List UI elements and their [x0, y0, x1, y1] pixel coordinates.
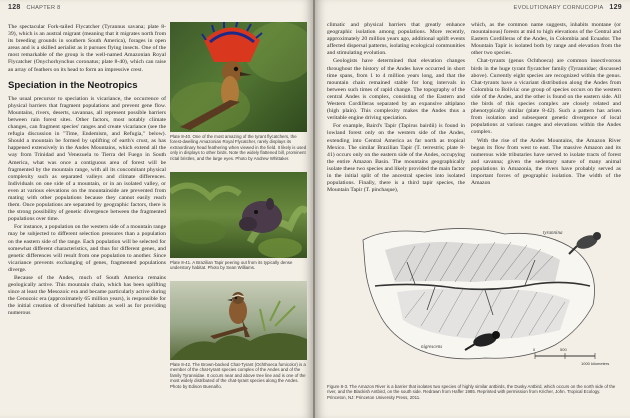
- left-text-column: [8, 24, 166, 319]
- south-america-map-illustration: [355, 220, 623, 370]
- right-text-column-2: [471, 22, 621, 188]
- plate-8-41-caption: Plate 8-41. A Brazilian Tapir peering out from its typically dense understory habitat. Photo by Sean Williams.: [170, 260, 293, 271]
- plate-royal-flycatcher-photo: [170, 22, 307, 132]
- body-paragraph: Geologists have determined that elevation changes throughout the history of the Andes have occurred in short time spans, from 1 to 4 million years long, and that the mountain chain remained stable for long intervals in between such times of rapid change. The topography of the central Andes is complex, consisting of the Eastern and Western Cordilleras separated by an expansive altiplano (high plain). This complexity makes the Andes thus a veritable engine driving speciation.: [327, 58, 465, 122]
- map-label-tyrannina: tyrannina: [543, 231, 563, 236]
- amazon-antbird-range-map: [355, 220, 623, 370]
- right-page-number: 129: [609, 4, 622, 11]
- body-paragraph: Chat-tyrants (genus Ochthoeca) are common insectivorous birds in the huge tyrant flycatcher family (Tyrannidae; discussed above). Currently eight species are recognized within the genus. Chat-tyrants have a vicariant distribution along the Andes from Colombia to Bolivia: one group of species occurs on the western side of the Andes, and the other is found on the eastern side. All the birds of this species complex are closely related and phenotypically similar (plate 8-42). Such a pattern has arisen from isolation and subsequent genetic divergence of local populations at various ranges and elevations within the Andes complex.: [471, 58, 621, 136]
- figure-8-3-caption: Figure 8-3. The Amazon River is a barrier that isolates two species of highly similar antbirds, the Dusky Antbird, which occurs on the north side of the river, and the Blackish Antbird, on the south side. Redrawn from Haffer 1985. Reprinted with permission from Kricher, John. Tropical Ecology. Princeton, NJ: Princeton University Press, 2011.: [327, 384, 616, 400]
- royal-flycatcher-illustration: [170, 22, 307, 132]
- section-title: Speciation in the Neotropics: [8, 79, 138, 91]
- left-running-head: [8, 4, 61, 11]
- scale-label-0: 0: [533, 347, 536, 352]
- chapter-label: CHAPTER 8: [26, 5, 61, 11]
- tapir-illustration: [170, 172, 307, 258]
- left-page: [0, 0, 313, 418]
- intro-paragraph: The spectacular Fork-tailed Flycatcher (Tyrannus savana; plate 8-39), which is an austral migrant (meaning that it migrates north from its breeding grounds in southern South America), forages in open areas and is a skilled aerialist as it pursues flying insects. One of the most remarkable of the group is the well-named Amazonian Royal Flycatcher (Onychorhynchus coronatus; plate 8-40), which can raise an array of feathers on its head to form an impressive crest.: [8, 24, 166, 73]
- body-paragraph: For instance, a population on the western side of a mountain range may be subjected to different selection pressures than a population on the eastern side of the range. Each population will be selected for somewhat different characteristics, and thus for different genes, and genetic differences will result from one population to another. Since vicariance prevents exchanging of genes, fragmented populations diverge.: [8, 224, 166, 273]
- body-paragraph: Because of the Andes, much of South America remains geologically active. This mountain chain, which has been uplifting since at least the Mesozoic era and became particularly active during the Cenozoic era (approximately 65 million years), is responsible for the initial creation of diversified habitats as well as for providing numerous: [8, 275, 166, 317]
- left-page-number: 128: [8, 4, 21, 11]
- running-head-title: EVOLUTIONARY CORNUCOPIA: [513, 5, 604, 11]
- body-paragraph: For example, Baird's Tapir (Tapirus bairdii) is found in lowland forest only on the western side of the Andes, extending into Central America as far north as tropical Mexico. The similar Brazilian Tapir (T. terrestris; plate 8-41) occurs only on the eastern side of the Andes, occupying the entire Amazon Basin. The mountains geographically isolate these two species and likely provided the main factor in the initial split of the ancestral species into isolated populations. Finally, there is a third tapir species, the Mountain Tapir (T. pinchaque),: [327, 123, 465, 194]
- right-running-head: [514, 4, 622, 11]
- chat-tyrant-illustration: [170, 281, 307, 360]
- map-label-nigrescens: nigrescens: [421, 345, 443, 350]
- right-text-column-1: [327, 22, 465, 195]
- body-paragraph: The usual precursor to speciation is vicariance, the occurrence of physical barriers that fragment populations and prevent gene flow. Mountains, rivers, deserts, savannas, all represent possible barriers between rain forest sites. Other factors, most notably climate changes, can fragment species' ranges and create vicariance (see the refugia discussion in "Time, Endemism, and Refugia," below). Should a mountain be formed by uplifting of earth's crust, as has happened extensively in the Andes Mountains, which extend all the way from Trinidad and Venezuela to Tierra del Fuego in South America, what was once a contiguous area of forest will be fragmented by the mountain range, with all its concomitant physical complexity such as separated valleys and climate differences. Individuals on one side of a mountain, or in an isolated valley, or even at various elevations on the mountainside are prevented from mating with other populations because they cannot easily reach them. Once populations are separated by geographic factors, there is the strong possibility of genetic divergence between the fragmented populations over time.: [8, 95, 166, 223]
- scale-label-1000-km: 1000 kilometers: [581, 361, 610, 366]
- body-paragraph: climatic and physical barriers that greatly enhance geographic isolation among populations. More recently, approximately 20 million years ago, additional uplift events affected dispersal patterns, isolating ecological communities and stimulating evolution.: [327, 22, 465, 57]
- right-page: [315, 0, 630, 418]
- body-paragraph: which, as the common name suggests, inhabits montane (or mountainous) forests at mid to high elevations of the Central and Eastern Cordilleras of the Andes, in Colombia and Ecuador. The Mountain Tapir is isolated both by range and elevation from the other two species.: [471, 22, 621, 57]
- scale-label-500: 500: [560, 347, 567, 352]
- plate-8-40-caption: Plate 8-40. One of the most amazing of the tyrant flycatchers, the forest-dwelling Amazonian Royal Flycatcher, rarely displays its extraordinary head feathering when viewed in the field. It likely is used only in displays to other birds. Note the widely flattened bill, prominent rictal bristles, and the large eyes. Photo by Andrew Whittaker.: [170, 134, 307, 161]
- plate-tapir-photo: [170, 172, 307, 258]
- plate-chat-tyrant-photo: [170, 281, 307, 360]
- plate-8-42-caption: Plate 8-42. The Brown-backed Chat-Tyrant (Ochthoeca fumicolor) is a member of the chat-tyrant species complex of the Andes and of the family Tyrannidae. It occurs near and above tree line and is one of the most widely distributed of the chat-tyrant species along the Andes. Photo by Edison Buenaño.: [170, 362, 306, 389]
- body-paragraph: With the rise of the Andes Mountains, the Amazon River began its flow from west to east. The massive Amazon and its numerous wide tributaries have served to isolate tracts of forest and savanna; given the sedentary nature of many animal populations in Amazonia, the rivers have probably served as important forces of geographic isolation. The width of the Amazon: [471, 137, 621, 187]
